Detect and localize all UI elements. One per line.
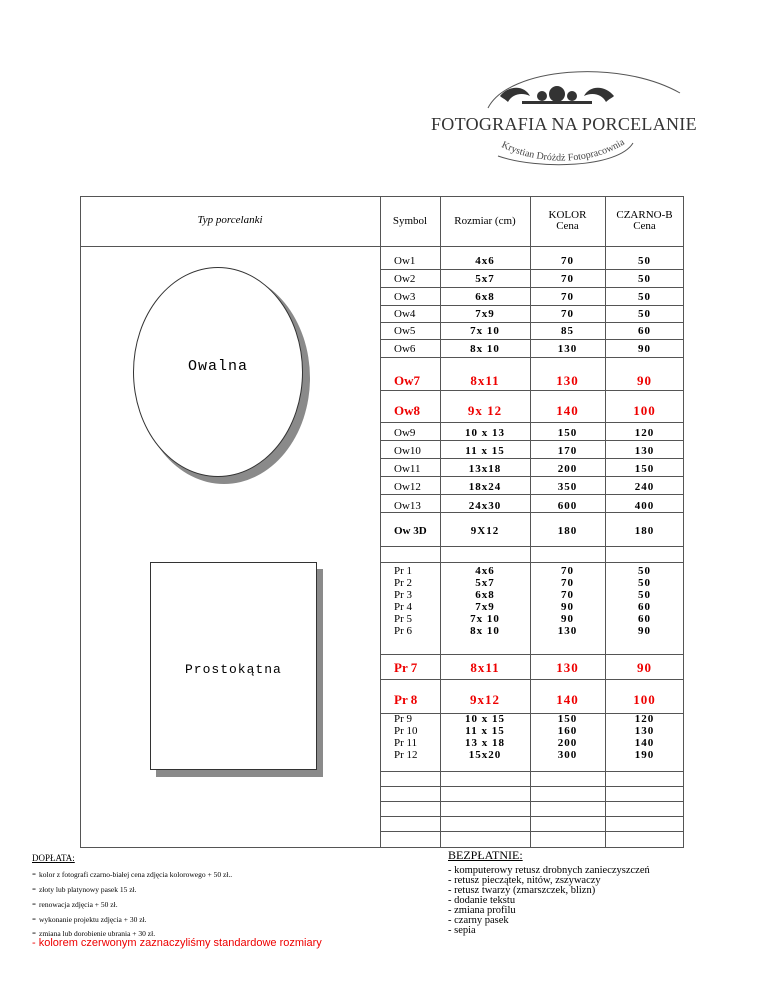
cell-size: 8x11 — [470, 373, 500, 388]
bezplatnie-item: - retusz twarzy (zmarszczek, blizn) — [448, 885, 596, 896]
cell-kolor: 90 — [561, 601, 574, 613]
cell-size: 11 x 15 — [465, 725, 505, 737]
cell-symbol: Ow1 — [394, 255, 416, 267]
brand-title: FOTOGRAFIA NA PORCELANIE — [431, 114, 697, 134]
cell-cb: 50 — [638, 255, 651, 267]
cell-cb: 60 — [638, 325, 651, 337]
cell-size: 13x18 — [468, 463, 502, 475]
cell-cb: 60 — [638, 613, 651, 625]
cell-symbol: Ow11 — [394, 463, 421, 475]
cell-cb: 50 — [638, 577, 651, 589]
header-cb: CZARNO-B — [616, 209, 673, 221]
cell-size: 8x11 — [470, 660, 500, 675]
cell-cb: 130 — [634, 445, 655, 457]
cell-kolor: 70 — [561, 255, 574, 267]
red-note: - kolorem czerwonym zaznaczyliśmy standardowe rozmiary — [32, 937, 322, 949]
cell-kolor: 300 — [557, 749, 578, 761]
cell-cb: 100 — [633, 403, 656, 418]
cell-kolor: 350 — [557, 481, 578, 493]
cell-size: 9X12 — [470, 525, 500, 537]
cell-symbol: Pr 1 — [394, 565, 413, 577]
cell-symbol: Pr 7 — [394, 660, 418, 675]
cell-size: 10 x 15 — [465, 713, 505, 725]
cell-kolor: 180 — [557, 525, 578, 537]
cell-cb: 90 — [637, 660, 652, 675]
cell-kolor: 85 — [561, 325, 574, 337]
doplata-item: - kolor z fotografi czarno-białej cena zdjęcia kolorowego + 50 zł.. — [32, 866, 233, 880]
cell-symbol: Ow7 — [394, 373, 420, 388]
cell-size: 10 x 13 — [465, 427, 505, 439]
cell-symbol: Pr 11 — [394, 737, 418, 749]
cell-cb: 130 — [634, 725, 655, 737]
cell-cb: 140 — [634, 737, 655, 749]
row-line — [380, 831, 684, 832]
cell-symbol: Pr 12 — [394, 749, 418, 761]
cell-kolor: 130 — [556, 660, 579, 675]
doplata-item: - zmiana lub dorobienie ubrania + 30 zł. — [32, 925, 156, 939]
cell-symbol: Pr 9 — [394, 713, 413, 725]
bezplatnie-item: - czarny pasek — [448, 915, 509, 926]
cell-kolor: 600 — [557, 500, 578, 512]
cell-kolor: 200 — [557, 737, 578, 749]
cell-symbol: Ow3 — [394, 291, 416, 303]
cell-symbol: Pr 10 — [394, 725, 418, 737]
cell-symbol: Ow5 — [394, 325, 416, 337]
cell-size: 18x24 — [468, 481, 502, 493]
cell-symbol: Ow8 — [394, 403, 420, 418]
cell-size: 7x 10 — [470, 325, 500, 337]
cell-symbol: Ow10 — [394, 445, 421, 457]
cell-kolor: 140 — [556, 403, 579, 418]
cell-kolor: 160 — [557, 725, 578, 737]
cell-size: 4x6 — [475, 565, 495, 577]
cell-cb: 150 — [634, 463, 655, 475]
cell-kolor: 70 — [561, 273, 574, 285]
logo — [418, 58, 697, 188]
header-kolor: KOLOR — [548, 209, 587, 221]
cell-size: 5x7 — [475, 273, 495, 285]
cell-size: 7x9 — [475, 308, 495, 320]
cell-symbol: Pr 4 — [394, 601, 413, 613]
cell-symbol: Ow9 — [394, 427, 416, 439]
oval-label: Owalna — [188, 358, 249, 375]
cell-cb: 50 — [638, 589, 651, 601]
cell-cb: 50 — [638, 273, 651, 285]
cell-cb: 180 — [634, 525, 655, 537]
row-line — [380, 246, 684, 247]
doplata-item: - wykonanie projektu zdjęcia + 30 zł. — [32, 911, 147, 925]
row-line — [380, 546, 684, 547]
cell-size: 11 x 15 — [465, 445, 505, 457]
cell-size: 15x20 — [468, 749, 502, 761]
cell-kolor: 130 — [557, 343, 578, 355]
cell-size: 5x7 — [475, 577, 495, 589]
header-kolor-cena: Cena — [556, 220, 579, 232]
bezplatnie-item: - sepia — [448, 925, 476, 936]
cell-kolor: 90 — [561, 613, 574, 625]
cell-size: 6x8 — [475, 291, 495, 303]
cell-kolor: 200 — [557, 463, 578, 475]
divider — [80, 246, 380, 247]
header-symbol: Symbol — [392, 215, 428, 227]
cell-symbol: Ow12 — [394, 481, 421, 493]
bezplatnie-item: - dodanie tekstu — [448, 895, 516, 906]
header-typ: Typ porcelanki — [197, 214, 263, 226]
row-line — [380, 562, 684, 563]
doplata-title: DOPŁATA: — [32, 853, 75, 863]
row-line — [380, 816, 684, 817]
doplata-item: - złoty lub platynowy pasek 15 zł. — [32, 881, 137, 895]
cell-symbol: Ow4 — [394, 308, 416, 320]
cell-cb: 240 — [634, 481, 655, 493]
header-cb-cena: Cena — [633, 220, 656, 232]
cell-cb: 120 — [634, 427, 655, 439]
cell-size: 6x8 — [475, 589, 495, 601]
cell-size: 24x30 — [468, 500, 502, 512]
cell-kolor: 170 — [557, 445, 578, 457]
bezplatnie-title: BEZPŁATNIE: — [448, 848, 523, 862]
cell-cb: 90 — [638, 343, 651, 355]
cell-symbol: Pr 8 — [394, 692, 418, 707]
cell-symbol: Ow6 — [394, 343, 416, 355]
cell-kolor: 150 — [557, 427, 578, 439]
bezplatnie-item: - zmiana profilu — [448, 905, 516, 916]
cell-symbol: Pr 5 — [394, 613, 413, 625]
cell-cb: 190 — [634, 749, 655, 761]
bezplatnie-item: - retusz pieczątek, nitów, zszywaczy — [448, 875, 601, 886]
cell-symbol: Pr 6 — [394, 625, 413, 637]
cell-symbol: Pr 2 — [394, 577, 413, 589]
cell-size: 9x12 — [470, 692, 500, 707]
cell-symbol: Pr 3 — [394, 589, 413, 601]
cell-size: 4x6 — [475, 255, 495, 267]
svg-text:Krystian Dróżdż Fotopracownia — [500, 137, 627, 164]
row-line — [380, 786, 684, 787]
cell-symbol: Ow 3D — [394, 525, 427, 537]
cell-size: 9x 12 — [467, 403, 503, 418]
cell-cb: 90 — [637, 373, 652, 388]
cell-symbol: Ow2 — [394, 273, 416, 285]
row-line — [380, 801, 684, 802]
cell-cb: 50 — [638, 565, 651, 577]
row-line — [380, 771, 684, 772]
cell-size: 13 x 18 — [465, 737, 505, 749]
doplata-item: - renowacja zdjęcia + 50 zł. — [32, 896, 118, 910]
cell-kolor: 70 — [561, 308, 574, 320]
cell-size: 7x 10 — [470, 613, 500, 625]
cell-kolor: 150 — [557, 713, 578, 725]
cell-cb: 100 — [633, 692, 656, 707]
cell-cb: 50 — [638, 308, 651, 320]
cell-kolor: 130 — [557, 625, 578, 637]
cell-cb: 120 — [634, 713, 655, 725]
cell-kolor: 70 — [561, 291, 574, 303]
cell-cb: 60 — [638, 601, 651, 613]
cell-size: 8x 10 — [470, 343, 500, 355]
row-line — [380, 654, 684, 655]
cell-kolor: 70 — [561, 565, 574, 577]
brand-subtitle: Krystian Dróżdż Fotopracownia — [499, 136, 627, 164]
cell-size: 8x 10 — [470, 625, 500, 637]
cell-size: 7x9 — [475, 601, 495, 613]
header-rozmiar: Rozmiar (cm) — [454, 215, 516, 227]
cell-kolor: 140 — [556, 692, 579, 707]
cell-cb: 400 — [634, 500, 655, 512]
cell-kolor: 70 — [561, 577, 574, 589]
bezplatnie-item: - komputerowy retusz drobnych zanieczyszczeń — [448, 865, 650, 876]
rect-label: Prostokątna — [185, 662, 282, 677]
brand-subtitle-arc — [418, 58, 688, 188]
cell-kolor: 130 — [556, 373, 579, 388]
cell-cb: 90 — [638, 625, 651, 637]
cell-cb: 50 — [638, 291, 651, 303]
cell-kolor: 70 — [561, 589, 574, 601]
cell-symbol: Ow13 — [394, 500, 421, 512]
